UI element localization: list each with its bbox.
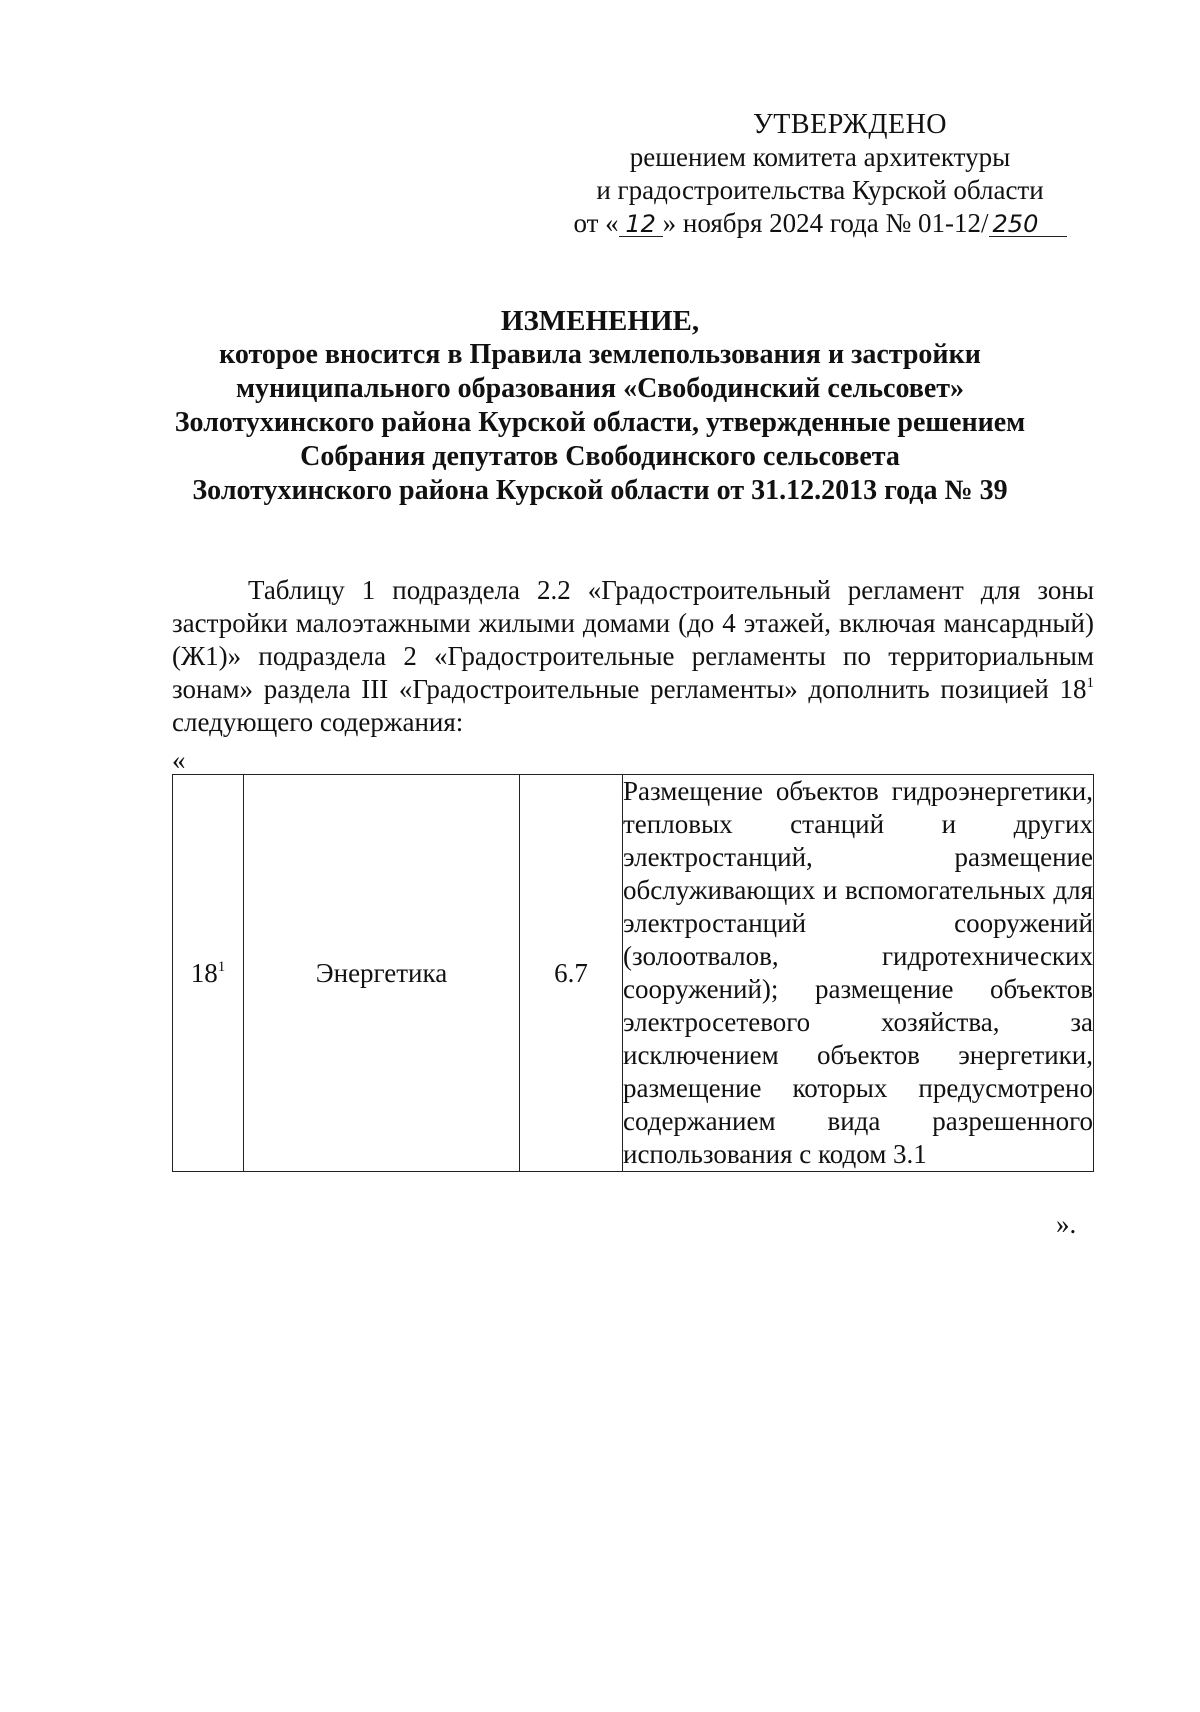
row-description-cell [623,775,1094,1172]
approval-title: УТВЕРЖДЕНО [752,109,948,140]
approval-line-2: и градостроительства Курской области [596,175,1044,205]
heading-line-4: Собрания депутатов Свободинского сельсовета [300,441,900,472]
intro-superscript: 1 [1086,675,1094,691]
intro-text-end: следующего содержания: [172,707,464,737]
document-heading [120,304,1080,508]
heading-line-2: муниципального образования «Свободинский сельсовет» [235,373,965,404]
row-code: 6.7 [554,957,588,988]
opening-quote: « [172,745,186,775]
heading-title: ИЗМЕНЕНИЕ, [500,305,700,337]
row-number: 18 [190,957,218,988]
regulation-table [172,774,1094,1172]
row-code-cell [520,775,623,1172]
approval-date-line [560,207,1080,240]
date-prefix: от « [573,208,619,238]
row-name: Энергетика [315,957,448,988]
row-number-superscript: 1 [217,958,226,975]
approval-block [560,108,1080,240]
handwritten-day: 12 [619,212,663,237]
heading-line-1: которое вносится в Правила землепользования и застройки [219,339,981,370]
row-name-cell [244,775,520,1172]
approval-line-1: решением комитета архитектуры [629,142,1011,172]
heading-line-3: Золотухинского района Курской области, утвержденные решением [174,407,1026,438]
heading-line-5: Золотухинского района Курской области от 31.12.2013 года № 39 [192,475,1008,506]
table-row [173,775,1094,1172]
closing-quote: ». [1056,1209,1077,1239]
intro-paragraph [172,574,1094,739]
date-middle: » ноября 2024 года № 01-12/ [662,208,989,238]
intro-text: Таблицу 1 подраздела 2.2 «Градостроительный регламент для зоны застройки малоэтажными жилыми домами (до 4 этажей, включая мансардный) (Ж1)» подраздела 2 «Градостроительные регламенты по территориальным зонам» раздела III «Градостроительные регламенты» дополнить позицией 18 [172,575,1094,704]
row-description: Размещение объектов гидроэнергетики, тепловых станций и других электростанций, размещение обслуживающих и вспомогательных для электростанций сооружений (золоотвалов, гидротехнических сооружений); размещение объектов электросетевого хозяйства, за исключением объектов энергетики, размещение которых предусмотрено содержанием вида разрешенного использования с кодом 3.1 [623,776,1093,1169]
handwritten-number: 250 [989,212,1067,237]
row-number-cell [173,775,244,1172]
